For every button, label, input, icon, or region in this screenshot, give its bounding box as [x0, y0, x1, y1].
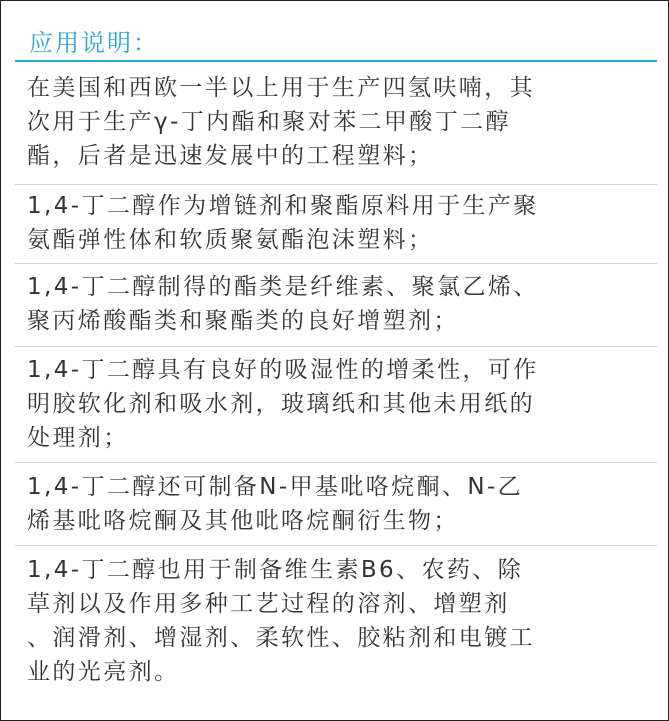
title-underline — [15, 60, 657, 62]
paragraph-line: 1,4-丁二醇具有良好的吸湿性的增柔性，可作 — [27, 357, 539, 383]
paragraph-line: 1,4-丁二醇作为增链剂和聚酯原料用于生产聚 — [27, 193, 539, 219]
paragraph-divider — [15, 184, 657, 185]
paragraph-line: 次用于生产γ-丁内酯和聚对苯二甲酸丁二醇 — [27, 109, 511, 135]
usage-paragraph — [27, 553, 659, 689]
paragraph-line: 在美国和西欧一半以上用于生产四氢呋喃，其 — [27, 75, 535, 101]
paragraph-line: 、润滑剂、增湿剂、柔软性、胶粘剂和电镀工 — [27, 625, 535, 651]
paragraph-line: 明胶软化剂和吸水剂，玻璃纸和其他未用纸的 — [27, 391, 535, 417]
paragraph-line: 聚丙烯酸酯类和聚酯类的良好增塑剂； — [27, 308, 459, 334]
paragraph-line: 烯基吡咯烷酮及其他吡咯烷酮衍生物； — [27, 508, 459, 534]
usage-paragraph — [27, 189, 659, 257]
paragraph-divider — [15, 263, 657, 264]
paragraph-line: 1,4-丁二醇制得的酯类是纤维素、聚氯乙烯、 — [27, 274, 539, 300]
paragraph-line: 氨酯弹性体和软质聚氨酯泡沫塑料； — [27, 227, 434, 253]
paragraph-divider — [15, 462, 657, 463]
usage-paragraph — [27, 71, 659, 173]
paragraph-line: 酯，后者是迅速发展中的工程塑料； — [27, 143, 434, 169]
section-title: 应用说明： — [29, 29, 159, 57]
paragraph-line: 处理剂； — [27, 425, 129, 451]
paragraph-line: 1,4-丁二醇也用于制备维生素B6、农药、除 — [27, 557, 524, 583]
paragraph-divider — [15, 346, 657, 347]
paragraph-divider — [15, 545, 657, 546]
usage-paragraph — [27, 270, 659, 338]
paragraph-line: 业的光亮剂。 — [27, 659, 180, 685]
usage-paragraph — [27, 470, 659, 538]
paragraph-line: 1,4-丁二醇还可制备N-甲基吡咯烷酮、N-乙 — [27, 474, 524, 500]
usage-paragraph — [27, 353, 659, 455]
paragraph-line: 草剂以及作用多种工艺过程的溶剂、增塑剂 — [27, 591, 510, 617]
